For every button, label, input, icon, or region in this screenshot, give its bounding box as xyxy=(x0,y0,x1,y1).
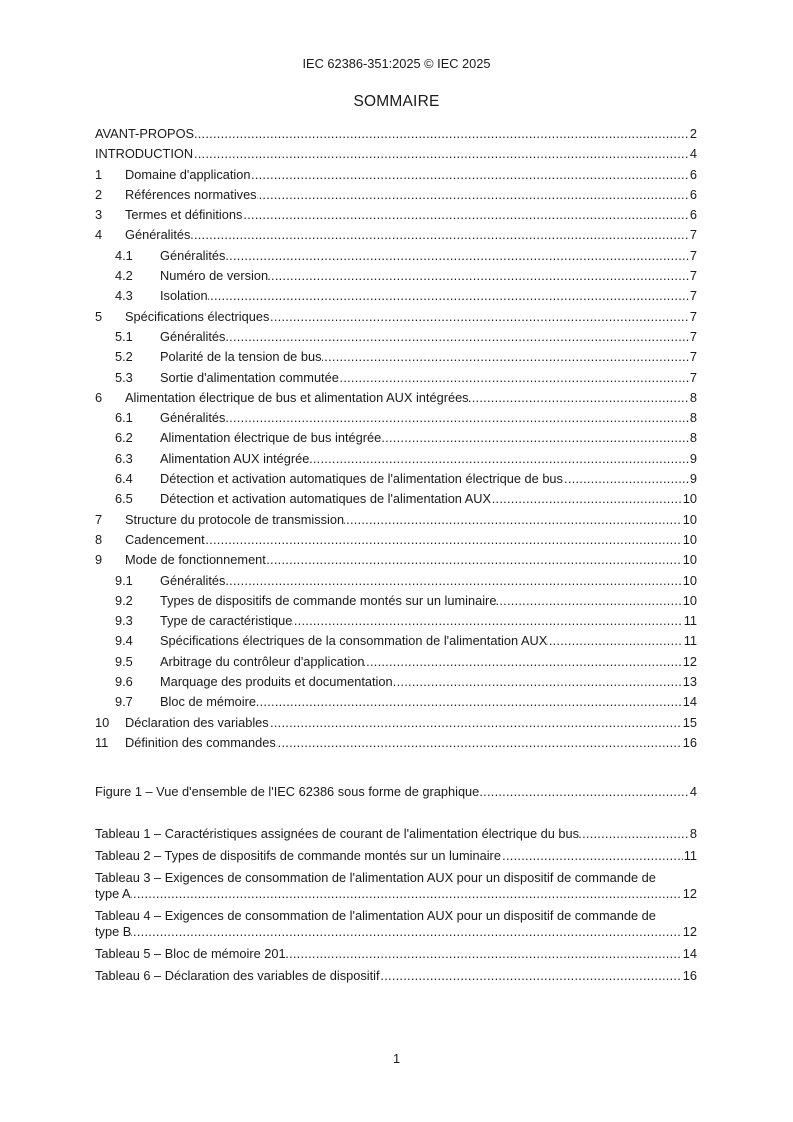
section-number: 9.6 xyxy=(115,674,160,690)
entry-page: 10 xyxy=(682,531,697,547)
entry-page: 11 xyxy=(683,613,697,629)
section-number: 4.3 xyxy=(115,288,160,304)
entry-page: 8 xyxy=(689,410,697,426)
toc-entry[interactable] xyxy=(115,674,697,690)
entry-title: Détection et activation automatiques de l'alimentation électrique de bus xyxy=(160,471,563,487)
section-number: 9.3 xyxy=(115,613,160,629)
page-title: SOMMAIRE xyxy=(353,93,440,110)
entry-title: Marquage des produits et documentation xyxy=(160,674,393,690)
entry-title: Définition des commandes xyxy=(125,734,276,750)
entry-page: 10 xyxy=(682,491,697,507)
entry-page: 4 xyxy=(689,784,697,799)
toc-entry[interactable] xyxy=(115,633,697,649)
toc-entry[interactable] xyxy=(95,968,697,984)
section-number: 11 xyxy=(95,735,125,751)
table-of-contents xyxy=(95,126,697,755)
entry-page: 12 xyxy=(682,924,697,939)
entry-title: Type de caractéristique xyxy=(160,613,293,629)
entry-page: 7 xyxy=(689,328,697,344)
toc-entry[interactable] xyxy=(95,309,697,325)
toc-entry[interactable] xyxy=(115,654,697,670)
entry-title: Généralités xyxy=(160,328,226,344)
section-number: 9.4 xyxy=(115,633,160,649)
toc-entry[interactable] xyxy=(95,735,697,751)
list-of-figures xyxy=(95,784,697,806)
entry-page: 7 xyxy=(689,227,697,243)
entry-page: 6 xyxy=(689,186,697,202)
toc-entry[interactable] xyxy=(95,870,697,902)
section-number: 5.1 xyxy=(115,329,160,345)
entry-page: 7 xyxy=(689,288,697,304)
section-number: 4 xyxy=(95,227,125,243)
toc-entry[interactable] xyxy=(95,848,697,864)
entry-title: Polarité de la tension de bus xyxy=(160,349,322,365)
toc-entry[interactable] xyxy=(95,146,697,162)
toc-entry[interactable] xyxy=(95,908,697,940)
section-number: 7 xyxy=(95,512,125,528)
entry-title: INTRODUCTION xyxy=(95,146,194,162)
toc-entry[interactable] xyxy=(95,784,697,800)
toc-entry[interactable] xyxy=(95,512,697,528)
entry-title: Types de dispositifs de commande montés sur un luminaire xyxy=(160,592,497,608)
toc-entry[interactable] xyxy=(115,410,697,426)
entry-title: Déclaration des variables xyxy=(125,714,269,730)
entry-page: 10 xyxy=(682,592,697,608)
section-number: 10 xyxy=(95,715,125,731)
entry-title: Domaine d'application xyxy=(125,166,251,182)
entry-page: 16 xyxy=(682,968,697,983)
toc-entry[interactable] xyxy=(115,370,697,386)
section-number: 6.2 xyxy=(115,430,160,446)
toc-entry[interactable] xyxy=(95,187,697,203)
entry-title: Sortie d'alimentation commutée xyxy=(160,369,339,385)
entry-page: 9 xyxy=(689,471,697,487)
entry-title: Détection et activation automatiques de l'alimentation AUX xyxy=(160,491,492,507)
entry-title: Tableau 5 – Bloc de mémoire 201 xyxy=(95,946,286,961)
toc-entry[interactable] xyxy=(115,329,697,345)
entry-title: Numéro de version xyxy=(160,268,269,284)
entry-title: Alimentation AUX intégrée xyxy=(160,450,310,466)
entry-page: 7 xyxy=(689,268,697,284)
entry-page: 8 xyxy=(689,826,697,841)
toc-entry[interactable] xyxy=(95,946,697,962)
entry-title: Arbitrage du contrôleur d'application xyxy=(160,653,365,669)
toc-entry[interactable] xyxy=(115,288,697,304)
entry-title: Alimentation électrique de bus intégrée xyxy=(160,430,382,446)
entry-title: AVANT-PROPOS xyxy=(95,126,195,141)
section-number: 6.1 xyxy=(115,410,160,426)
entry-page: 7 xyxy=(689,247,697,263)
toc-entry[interactable] xyxy=(115,593,697,609)
section-number: 1 xyxy=(95,167,125,183)
entry-page: 11 xyxy=(683,848,697,863)
entry-title: Cadencement xyxy=(125,531,205,547)
entry-page: 7 xyxy=(689,369,697,385)
entry-page: 8 xyxy=(689,389,697,405)
entry-page: 4 xyxy=(689,146,697,162)
entry-title: Figure 1 – Vue d'ensemble de l'IEC 62386 sous forme de graphique xyxy=(95,784,480,799)
entry-page: 9 xyxy=(689,450,697,466)
entry-page: 8 xyxy=(689,430,697,446)
section-number: 4.2 xyxy=(115,268,160,284)
toc-entry[interactable] xyxy=(115,248,697,264)
entry-page: 12 xyxy=(682,886,697,901)
toc-entry[interactable] xyxy=(95,390,697,406)
section-number: 8 xyxy=(95,532,125,548)
entry-page: 16 xyxy=(682,734,697,750)
toc-entry[interactable] xyxy=(115,349,697,365)
section-number: 9.2 xyxy=(115,593,160,609)
section-number: 6 xyxy=(95,390,125,406)
toc-entry[interactable] xyxy=(115,451,697,467)
toc-entry[interactable] xyxy=(115,573,697,589)
entry-page: 15 xyxy=(682,714,697,730)
entry-title: Références normatives xyxy=(125,186,257,202)
section-number: 5 xyxy=(95,309,125,325)
toc-entry[interactable] xyxy=(115,430,697,446)
entry-title: Généralités xyxy=(160,247,226,263)
entry-page: 11 xyxy=(683,633,697,649)
section-number: 5.2 xyxy=(115,349,160,365)
toc-entry[interactable] xyxy=(95,167,697,183)
section-number: 6.4 xyxy=(115,471,160,487)
section-number: 2 xyxy=(95,187,125,203)
entry-title: Alimentation électrique de bus et alimentation AUX intégrées xyxy=(125,389,469,405)
entry-page: 10 xyxy=(682,552,697,568)
toc-entry[interactable] xyxy=(115,471,697,487)
entry-title: Isolation xyxy=(160,288,208,304)
entry-page: 2 xyxy=(689,126,697,141)
entry-page: 7 xyxy=(689,349,697,365)
toc-entry[interactable] xyxy=(95,532,697,548)
entry-title: Bloc de mémoire xyxy=(160,694,257,710)
entry-page: 14 xyxy=(682,946,697,961)
entry-title: Généralités xyxy=(125,227,191,243)
toc-entry[interactable] xyxy=(95,126,697,142)
document-header: IEC 62386-351:2025 © IEC 2025 xyxy=(302,56,491,71)
section-number: 4.1 xyxy=(115,248,160,264)
section-number: 9.1 xyxy=(115,573,160,589)
entry-page: 13 xyxy=(682,674,697,690)
entry-title: Spécifications électriques xyxy=(125,308,270,324)
section-number: 6.3 xyxy=(115,451,160,467)
entry-page: 10 xyxy=(682,572,697,588)
entry-page: 6 xyxy=(689,166,697,182)
toc-entry[interactable] xyxy=(95,207,697,223)
toc-entry[interactable] xyxy=(115,694,697,710)
entry-page: 10 xyxy=(682,511,697,527)
toc-entry[interactable] xyxy=(95,826,697,842)
entry-title: Tableau 3 – Exigences de consommation de l'alimentation AUX pour un dispositif de commande de type A xyxy=(95,870,656,901)
toc-entry[interactable] xyxy=(95,227,697,243)
section-number: 9.7 xyxy=(115,694,160,710)
section-number: 5.3 xyxy=(115,370,160,386)
entry-page: 7 xyxy=(689,308,697,324)
section-number: 6.5 xyxy=(115,491,160,507)
section-number: 9 xyxy=(95,552,125,568)
entry-title: Généralités xyxy=(160,410,226,426)
toc-entry[interactable] xyxy=(95,715,697,731)
entry-page: 6 xyxy=(689,207,697,223)
page-number: 1 xyxy=(392,1051,401,1066)
toc-entry[interactable] xyxy=(95,552,697,568)
section-number: 9.5 xyxy=(115,654,160,670)
toc-entry[interactable] xyxy=(115,613,697,629)
entry-page: 12 xyxy=(682,653,697,669)
entry-title: Tableau 2 – Types de dispositifs de commande montés sur un luminaire xyxy=(95,848,501,863)
section-number: 3 xyxy=(95,207,125,223)
entry-title: Tableau 1 – Caractéristiques assignées de courant de l'alimentation électrique du bus xyxy=(95,826,580,841)
entry-title: Spécifications électriques de la consommation de l'alimentation AUX xyxy=(160,633,548,649)
entry-title: Mode de fonctionnement xyxy=(125,552,266,568)
entry-title: Généralités xyxy=(160,572,226,588)
entry-title: Structure du protocole de transmission xyxy=(125,511,345,527)
toc-entry[interactable] xyxy=(115,491,697,507)
toc-entry[interactable] xyxy=(115,268,697,284)
entry-title: Termes et définitions xyxy=(125,207,243,223)
entry-title: Tableau 4 – Exigences de consommation de l'alimentation AUX pour un dispositif de commande de type B xyxy=(95,908,656,939)
entry-title: Tableau 6 – Déclaration des variables de dispositif xyxy=(95,968,380,983)
list-of-tables xyxy=(95,826,697,990)
entry-page: 14 xyxy=(682,694,697,710)
